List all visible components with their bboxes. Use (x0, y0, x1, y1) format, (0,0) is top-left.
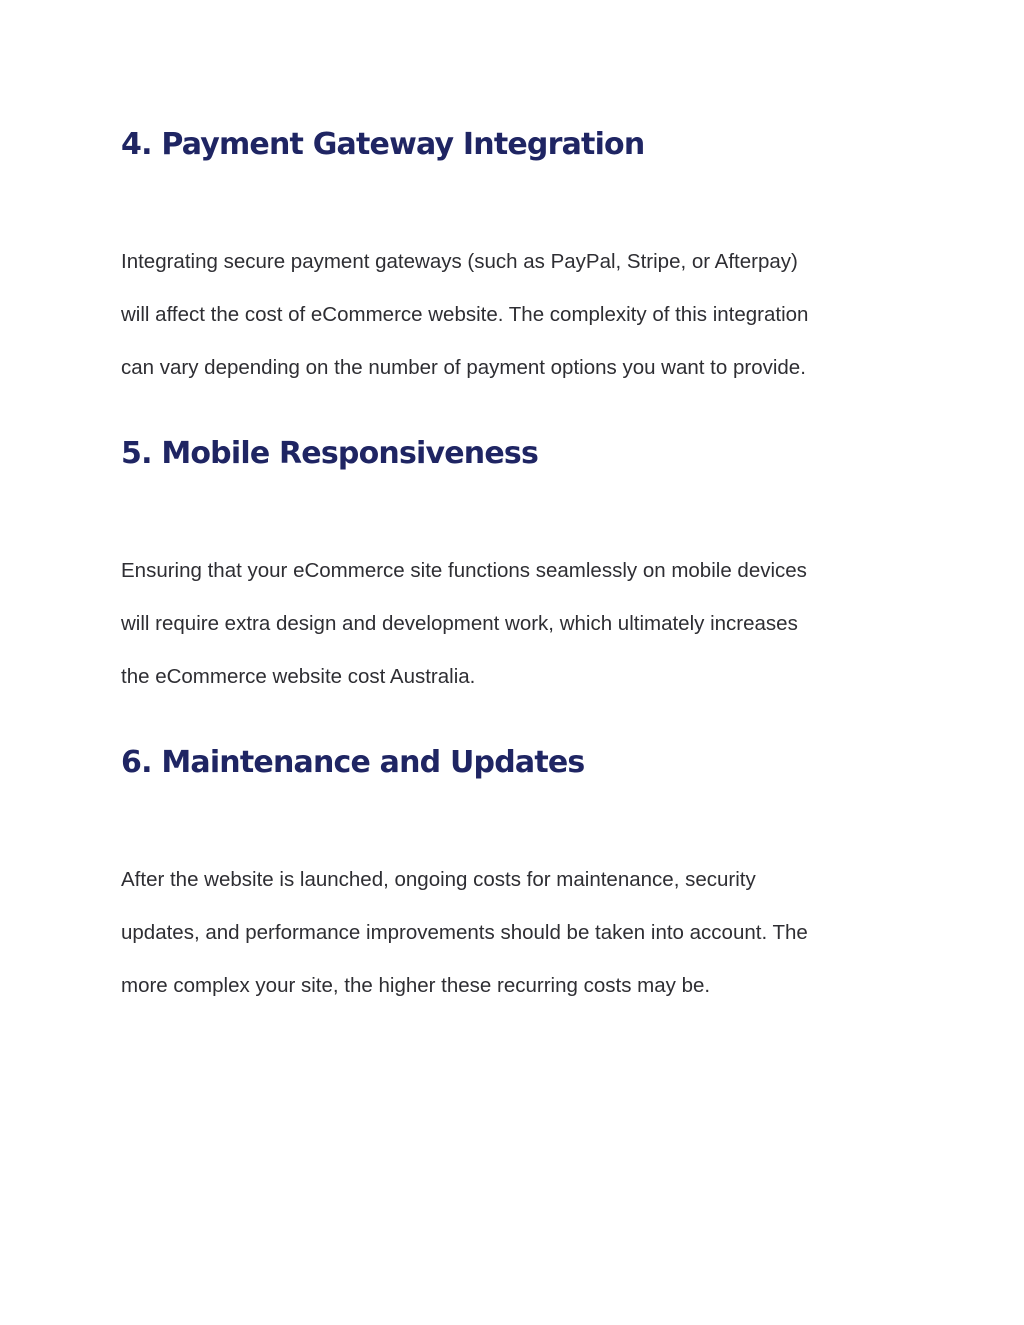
section-heading-maintenance-updates: 6. Maintenance and Updates (121, 745, 585, 780)
paragraph-line: updates, and performance improvements should be taken into account. The (121, 921, 808, 944)
paragraph-line: more complex your site, the higher these recurring costs may be. (121, 974, 711, 997)
paragraph-line: will require extra design and development work, which ultimately increases (121, 612, 798, 635)
paragraph-line: Integrating secure payment gateways (such as PayPal, Stripe, or Afterpay) (121, 250, 798, 273)
paragraph-line: the eCommerce website cost Australia. (121, 665, 476, 688)
paragraph-line: After the website is launched, ongoing costs for maintenance, security (121, 868, 756, 891)
paragraph-line: can vary depending on the number of payment options you want to provide. (121, 356, 806, 379)
section-heading-mobile-responsiveness: 5. Mobile Responsiveness (121, 436, 539, 471)
section-heading-payment-gateway: 4. Payment Gateway Integration (121, 127, 645, 162)
paragraph-line: Ensuring that your eCommerce site functions seamlessly on mobile devices (121, 559, 807, 582)
paragraph-line: will affect the cost of eCommerce website. The complexity of this integration (121, 303, 809, 326)
